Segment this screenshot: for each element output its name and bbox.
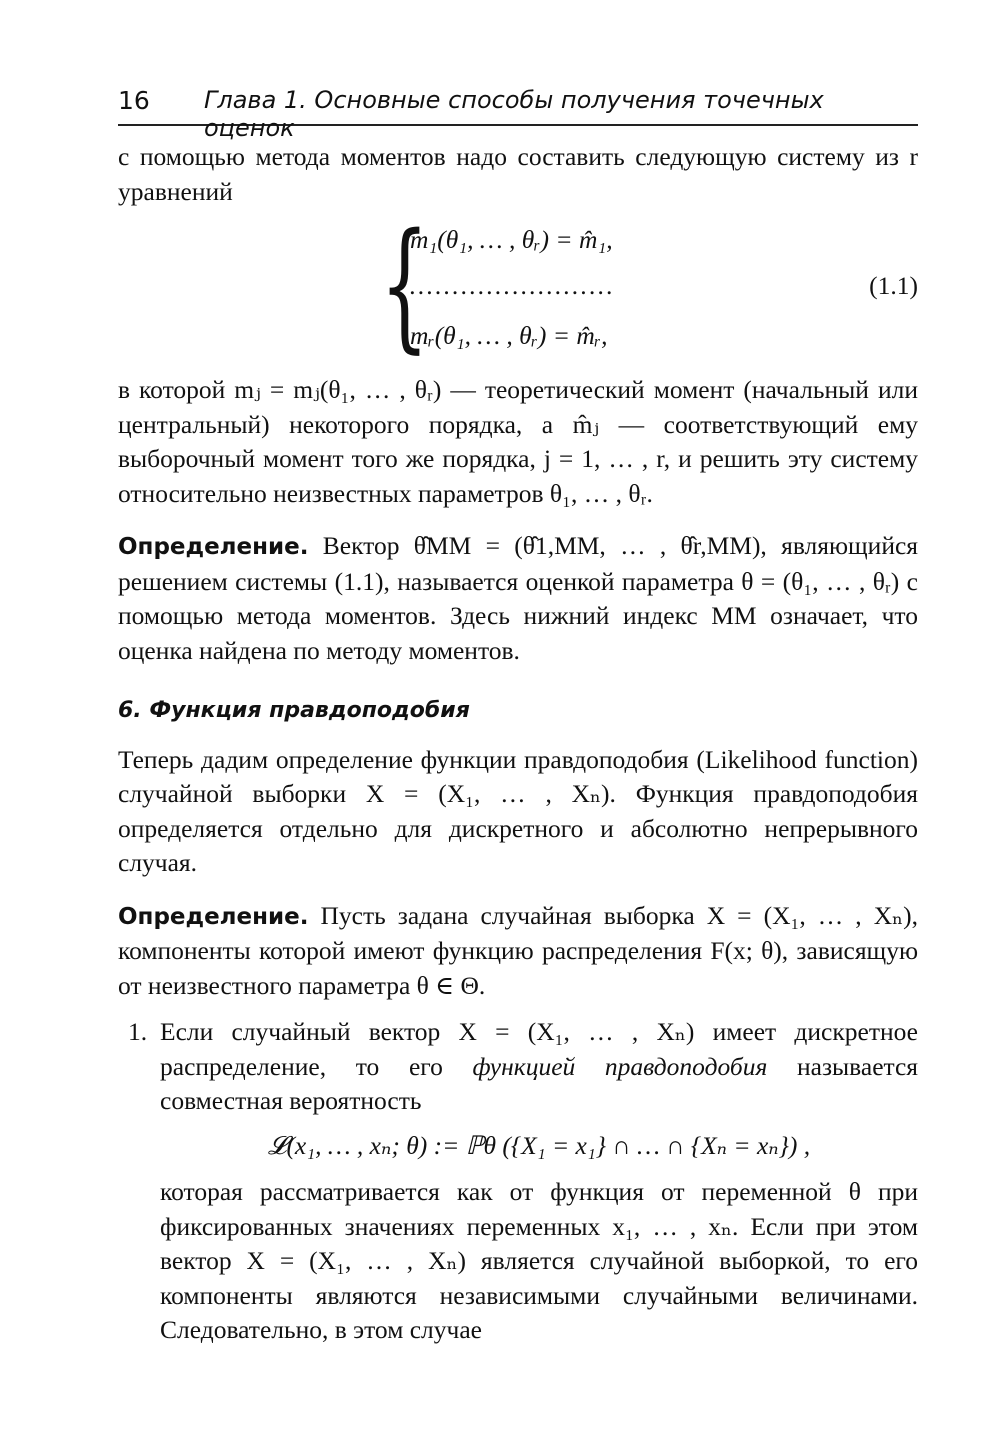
system-dots-row: …………………… <box>410 271 616 300</box>
list-item-text: Если случайный вектор X = (X₁, … , Xₙ) имеет дискретное распределение, то его функцией правдоподобия называется совместная вероятность <box>160 1017 919 1115</box>
definition-label: Определение. <box>118 903 309 930</box>
running-header <box>118 78 918 142</box>
likelihood-formula: 𝓛(x₁, … , xₙ; θ) := ℙθ ({X₁ = x₁} ∩ … ∩ {Xₙ = xₙ}) , <box>267 1130 811 1160</box>
list-item-continuation: которая рассматривается как от функция от переменной θ при фиксированных значениях переменных x₁, … , xₙ. Если при этом вектор X = (X₁, … , Xₙ) является случайной выборкой, то его компоненты являются независимыми случайными величинами. Следовательно, в этом случае <box>160 1177 918 1344</box>
definition-text: Пусть задана случайная выборка X = (X₁, … , Xₙ), компоненты которой имеют функцию распределения F(x; θ), зависящую от неизвестного параметра θ ∈ Θ. <box>118 900 919 1000</box>
intro-paragraph: с помощью метода моментов надо составить следующую систему из r уравнений <box>118 142 918 206</box>
definition-label: Определение. <box>118 534 309 560</box>
equation-number: (1.1) <box>869 271 918 300</box>
definition-method-of-moments <box>118 529 918 668</box>
likelihood-intro-paragraph: Теперь дадим определение функции правдоподобия (Likelihood function) случайной выборки X = (X₁, … , Xₙ). Функция правдоподобия определяется отдельно для дискретного и абсолютно непрерывного случая. <box>118 744 918 877</box>
system-equation-r: mᵣ(θ₁, … , θᵣ) = m̂ᵣ, <box>410 321 608 350</box>
chapter-title: Глава 1. Основные способы получения точечных оценок <box>204 86 824 142</box>
definition-text: Вектор θ̂MM = (θ̂1,MM, … , θ̂r,MM), являющийся решением системы (1.1), называется оценкой параметра θ = (θ₁, … , θᵣ) с помощью метода моментов. Здесь нижний индекс MM означает, что оценка найдена по методу моментов. <box>118 531 919 665</box>
page-content <box>118 140 918 1348</box>
left-brace: { <box>380 204 429 367</box>
list-item-number: 1. <box>128 1017 148 1046</box>
page-number: 16 <box>118 86 150 115</box>
system-explanation: в которой mⱼ = mⱼ(θ₁, … , θᵣ) — теоретический момент (начальный или центральный) некоторого порядка, а m̂ⱼ — соответствующий ему выборочный момент того же порядка, j = 1, … , r, и решить эту систему относительно неизвестных параметров θ₁, … , θᵣ. <box>118 375 918 508</box>
list-item <box>118 1015 918 1348</box>
emphasized-term: функцией правдоподобия <box>472 1051 768 1081</box>
section-heading: 6. Функция правдоподобия <box>118 698 470 723</box>
equation-system <box>118 204 918 367</box>
system-equation-1: m₁(θ₁, … , θᵣ) = m̂₁, <box>410 225 613 254</box>
definition-likelihood <box>118 899 918 1004</box>
